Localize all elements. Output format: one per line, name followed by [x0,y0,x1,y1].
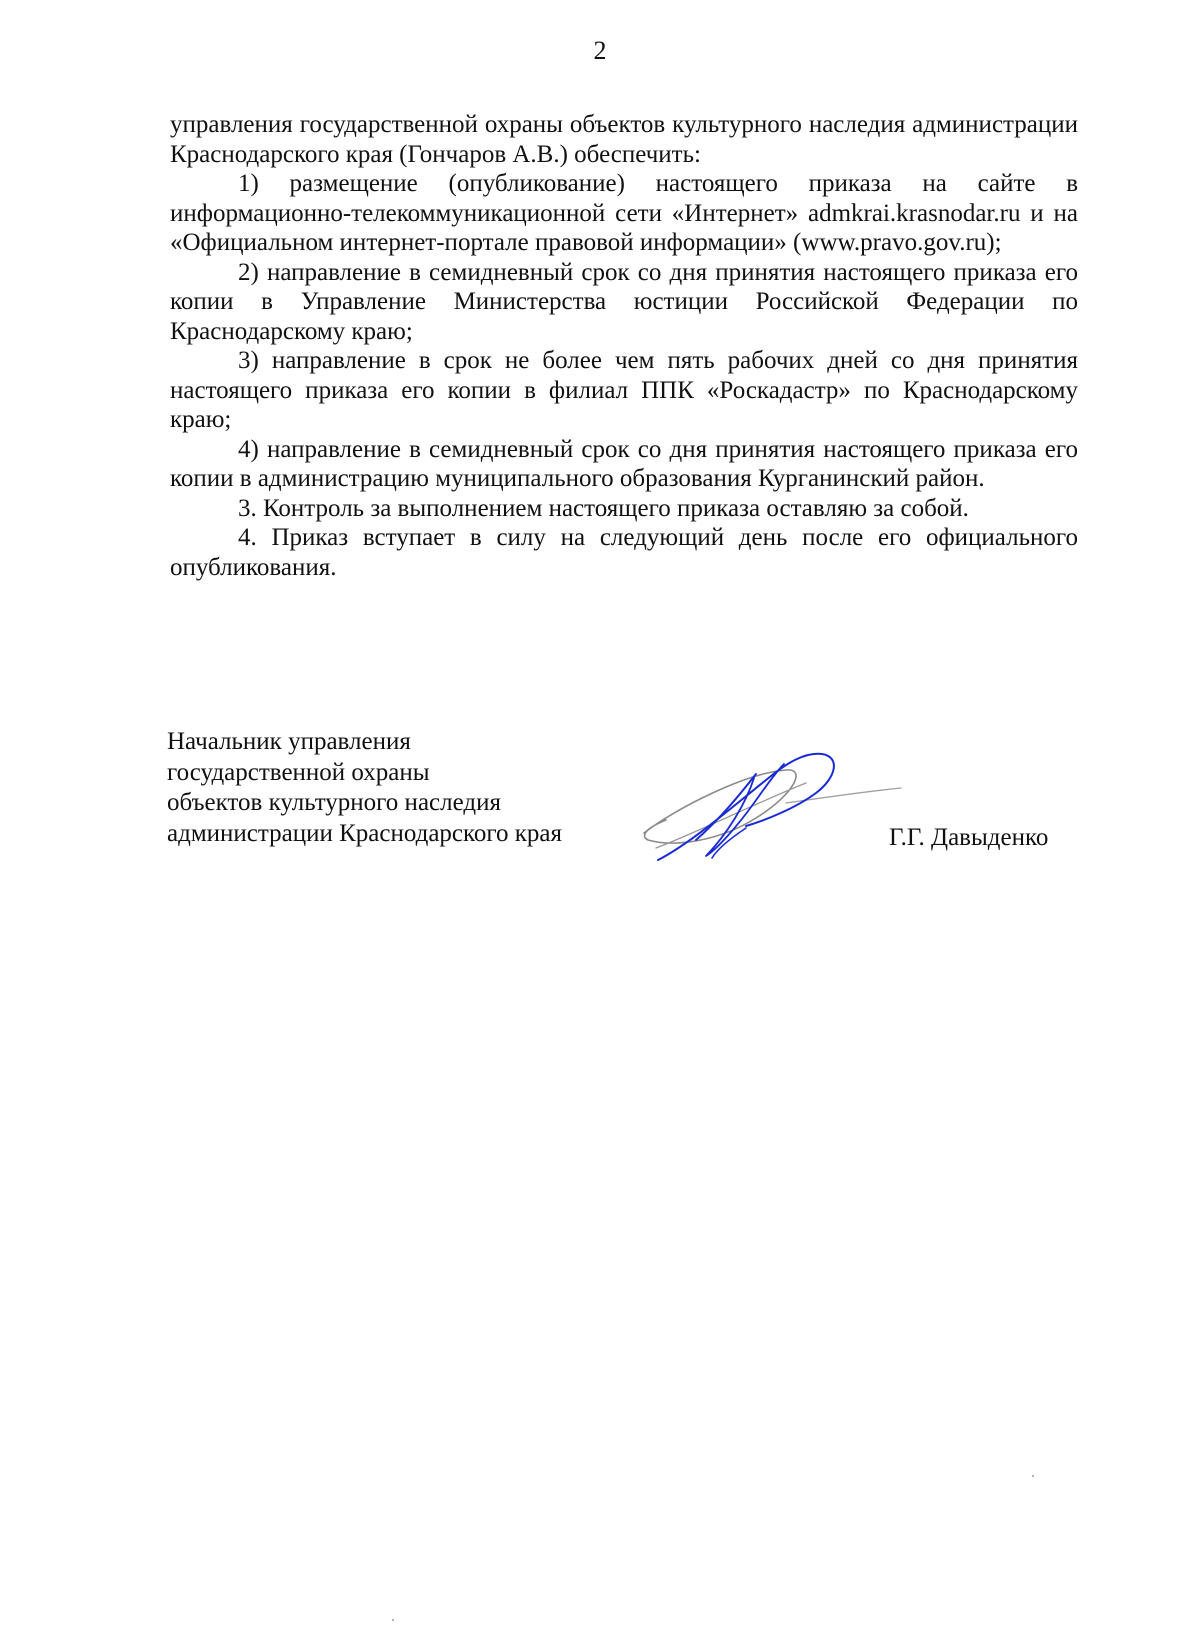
document-body [170,110,1078,582]
position-line-3: объектов культурного наследия [167,789,501,816]
position-line-1: Начальник управления [167,728,411,755]
list-item-2: 2) направление в семидневный срок со дня принятия настоящего приказа его копии в Управление Министерства юстиции Российской Федерации по Краснодарскому краю; [170,258,1078,345]
scan-artifact [392,1619,394,1621]
list-item-1: 1) размещение (опубликование) настоящего приказа на сайте в информационно-телекоммуникационной сети «Интернет» admkrai.krasnodar.ru и на «Официальном интернет-портале правовой информации» (www.pravo.gov.ru); [170,170,1078,256]
position-line-2: государственной охраны [167,758,430,786]
signatory-position [167,727,687,849]
position-line-4: администрации Краснодарского края [167,819,563,847]
clause-4: 4. Приказ вступает в силу на следующий день после его официального опубликования. [170,524,1078,581]
list-item-3: 3) направление в срок не более чем пять рабочих дней со дня принятия настоящего приказа его копии в филиал ППК «Роскадастр» по Краснодарскому краю; [170,347,1078,433]
intro-paragraph: управления государственной охраны объектов культурного наследия администрации Краснодарского края (Гончаров А.В.) обеспечить: [170,111,1078,168]
signature-gray-stroke [644,770,796,843]
scan-artifact [1032,1475,1034,1477]
signer-name: Г.Г. Давыденко [889,824,1049,851]
list-item-4: 4) направление в семидневный срок со дня принятия настоящего приказа его копии в администрацию муниципального образования Курганинский район. [170,435,1078,492]
page-number: 2 [593,36,607,65]
clause-3: 3. Контроль за выполнением настоящего приказа оставляю за собой. [238,494,969,522]
handwritten-signature [636,748,906,870]
